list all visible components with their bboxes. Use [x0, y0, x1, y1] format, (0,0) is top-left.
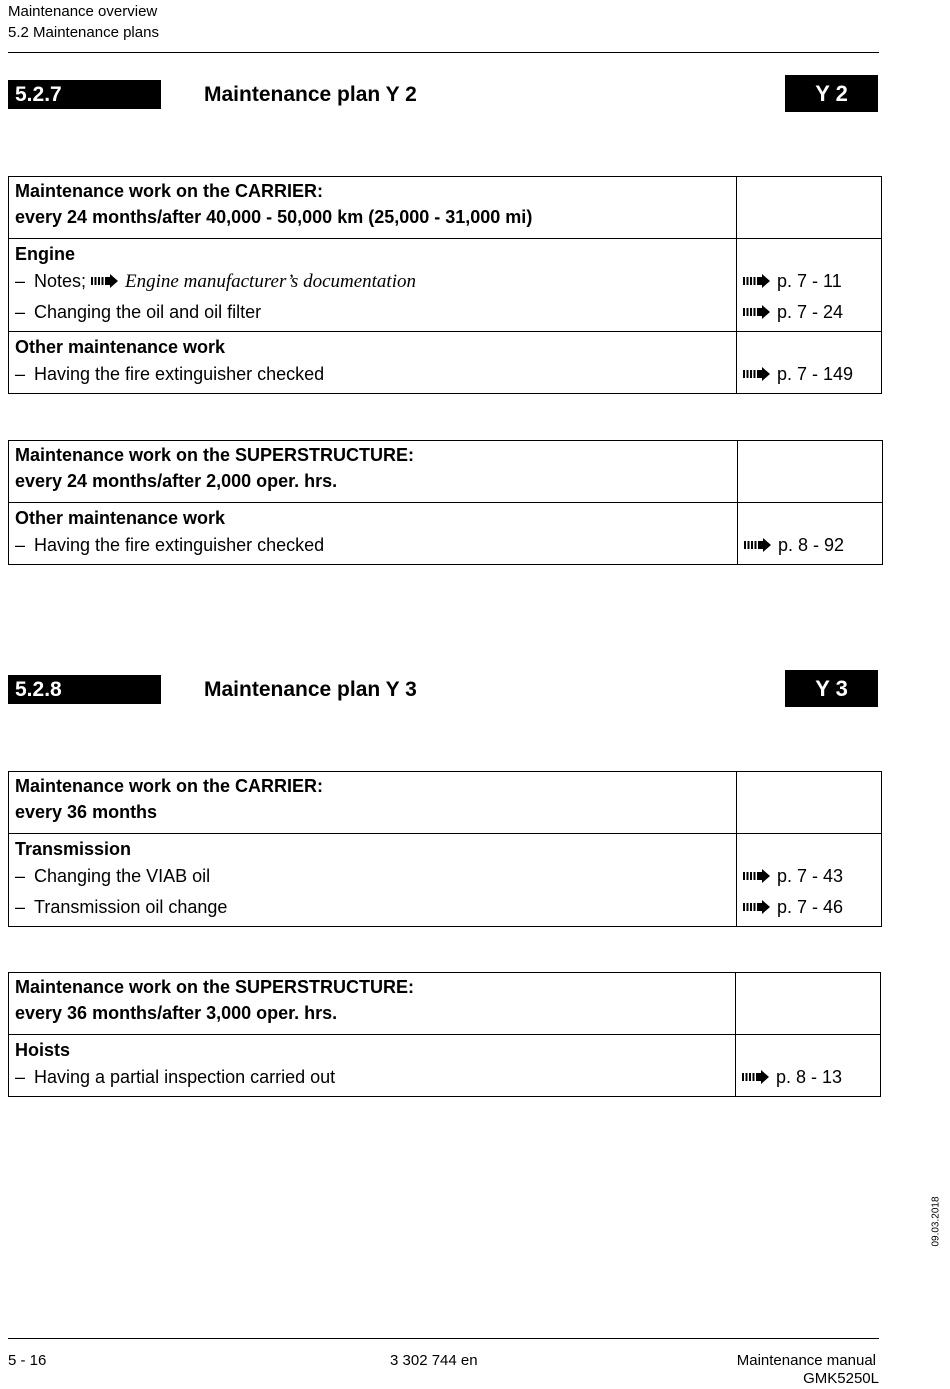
page-reference: p. 8 - 92 [744, 530, 882, 561]
footer-rule [8, 1338, 879, 1339]
table-heading-line1: Maintenance work on the SUPERSTRUCTURE: [15, 977, 415, 997]
reference-arrow-icon [743, 869, 771, 883]
table-refs [736, 1035, 881, 1097]
table-refs [737, 332, 882, 394]
reference-arrow-icon [744, 538, 772, 552]
reference-arrow-icon [743, 274, 771, 288]
model-name: GMK5250L [803, 1370, 879, 1387]
list-item: – Transmission oil change [15, 897, 228, 917]
item-reference-doc: Engine manufacturer’s documentation [125, 271, 416, 292]
maintenance-table-carrier-y2 [8, 176, 882, 394]
page-reference: p. 7 - 149 [743, 359, 881, 390]
manual-title: Maintenance manual [736, 1352, 876, 1369]
table-group [9, 503, 738, 565]
table-heading-line2: every 36 months [15, 802, 158, 822]
page-reference: p. 7 - 46 [743, 892, 881, 923]
table-heading [9, 973, 736, 1035]
list-item: – Having the fire extinguisher checked [15, 535, 325, 555]
section-title: Maintenance plan Y 2 [204, 83, 417, 106]
section-number: 5.2.7 [8, 80, 161, 109]
list-item: – Having the fire extinguisher checked [15, 364, 325, 384]
table-group [9, 332, 737, 394]
table-heading [9, 177, 737, 239]
plan-tag: Y 2 [785, 75, 878, 112]
side-date: 09.03.2018 [930, 1196, 942, 1247]
page-reference: p. 7 - 11 [743, 266, 881, 297]
table-refs [738, 503, 883, 565]
group-title: Hoists [15, 1040, 71, 1060]
page-reference: p. 8 - 13 [742, 1062, 880, 1093]
table-heading [9, 772, 737, 834]
table-heading-line2: every 24 months/after 40,000 - 50,000 km (25,000 - 31,000 mi) [15, 207, 533, 227]
header-section: 5.2 Maintenance plans [8, 24, 159, 41]
group-title: Transmission [15, 839, 132, 859]
reference-arrow-icon [743, 305, 771, 319]
group-title: Other maintenance work [15, 337, 226, 357]
table-heading [9, 441, 738, 503]
table-heading-line2: every 24 months/after 2,000 oper. hrs. [15, 471, 338, 491]
table-heading-line1: Maintenance work on the SUPERSTRUCTURE: [15, 445, 415, 465]
reference-arrow-icon [91, 274, 119, 288]
reference-arrow-icon [743, 900, 771, 914]
page-reference: p. 7 - 24 [743, 297, 881, 328]
section-number: 5.2.8 [8, 675, 161, 704]
maintenance-table-carrier-y3 [8, 771, 882, 927]
table-group [9, 239, 737, 332]
table-refs [737, 834, 882, 927]
section-title: Maintenance plan Y 3 [204, 678, 417, 701]
group-title: Other maintenance work [15, 508, 226, 528]
table-heading-line1: Maintenance work on the CARRIER: [15, 776, 324, 796]
reference-arrow-icon [742, 1070, 770, 1084]
list-item: – Changing the VIAB oil [15, 866, 211, 886]
header-chapter: Maintenance overview [8, 3, 158, 20]
table-heading-line2: every 36 months/after 3,000 oper. hrs. [15, 1003, 338, 1023]
table-group [9, 1035, 736, 1097]
maintenance-table-superstructure-y3 [8, 972, 881, 1097]
list-item: – Having a partial inspection carried out [15, 1067, 336, 1087]
group-title: Engine [15, 244, 76, 264]
table-refs [737, 239, 882, 332]
reference-arrow-icon [743, 367, 771, 381]
plan-tag: Y 3 [785, 670, 878, 707]
page-reference: p. 7 - 43 [743, 861, 881, 892]
page-number: 5 - 16 [8, 1352, 47, 1369]
maintenance-table-superstructure-y2 [8, 440, 883, 565]
header-rule [8, 52, 879, 53]
list-item: – Notes; Engine manufacturer’s documentation [15, 271, 416, 292]
document-number: 3 302 744 en [390, 1352, 478, 1369]
table-heading-line1: Maintenance work on the CARRIER: [15, 181, 324, 201]
table-group [9, 834, 737, 927]
list-item: – Changing the oil and oil filter [15, 302, 262, 322]
